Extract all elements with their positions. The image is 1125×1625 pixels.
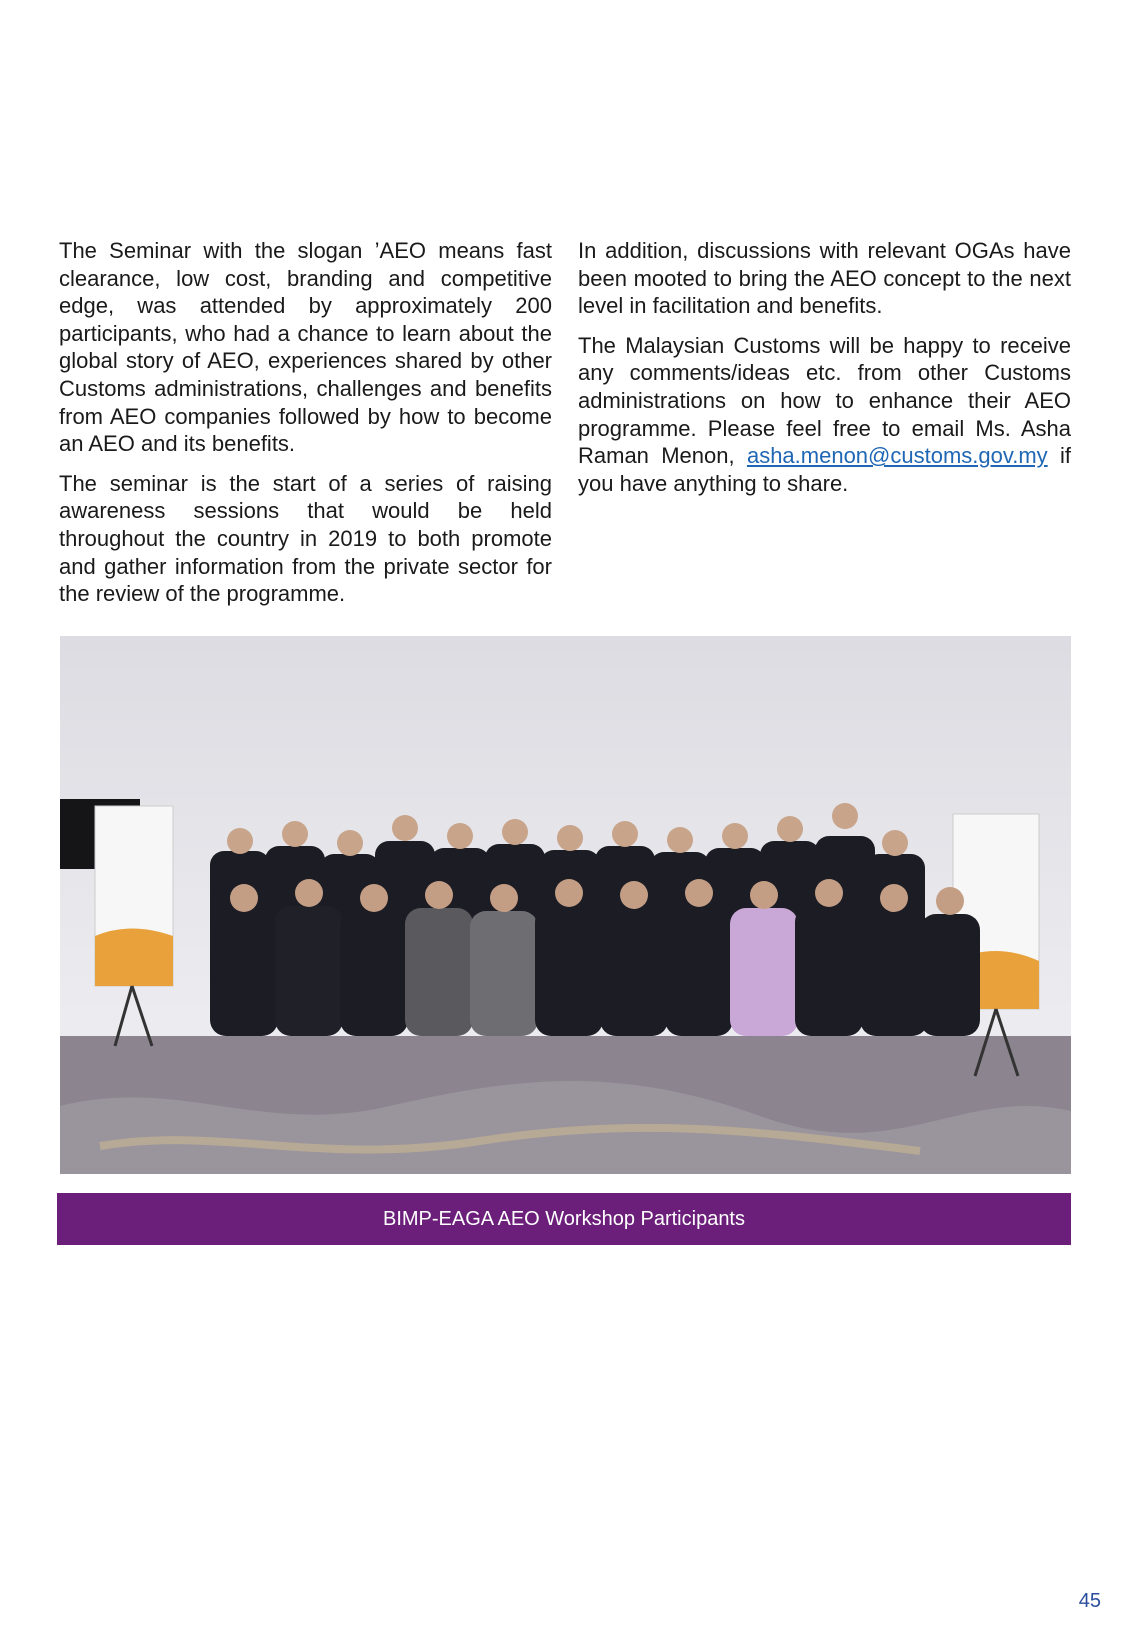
- right-column: [578, 237, 1071, 509]
- contact-text-end: if you have anything to share.: [578, 443, 1071, 496]
- page-number: 45: [1078, 1590, 1101, 1612]
- awareness-paragraph: The seminar is the start of a series of raising awareness sessions that would be held throughout the country in 2019 to both promote and gather information from the private sector for the review of the programme.: [59, 470, 552, 607]
- group-photo: [60, 636, 1071, 1174]
- photo-caption: BIMP-EAGA AEO Workshop Participants: [383, 1207, 745, 1230]
- seminar-paragraph: The Seminar with the slogan ’AEO means fast clearance, low cost, branding and competitive edge, was attended by approximately 200 participants, who had a chance to learn about the global story of AEO, experiences shared by other Customs administrations, challenges and benefits from AEO companies followed by how to become an AEO and its benefits.: [59, 238, 552, 457]
- contact-text: The Malaysian Customs will be happy to receive any comments/ideas etc. from other Customs administrations on how to enhance their AEO programme. Please feel free to email Ms. Asha Raman Menon,: [578, 332, 1071, 469]
- contact-paragraph: [578, 332, 1071, 498]
- email-link[interactable]: asha.menon@customs.gov.my: [746, 443, 1048, 469]
- ogas-paragraph: In addition, discussions with relevant OGAs have been mooted to bring the AEO concept to the next level in facilitation and benefits.: [578, 238, 1071, 319]
- photo-caption-bar: [57, 1193, 1071, 1245]
- group-photo-illustration: [60, 636, 1071, 1174]
- left-column: [59, 237, 552, 620]
- people-front-row: [210, 906, 980, 1036]
